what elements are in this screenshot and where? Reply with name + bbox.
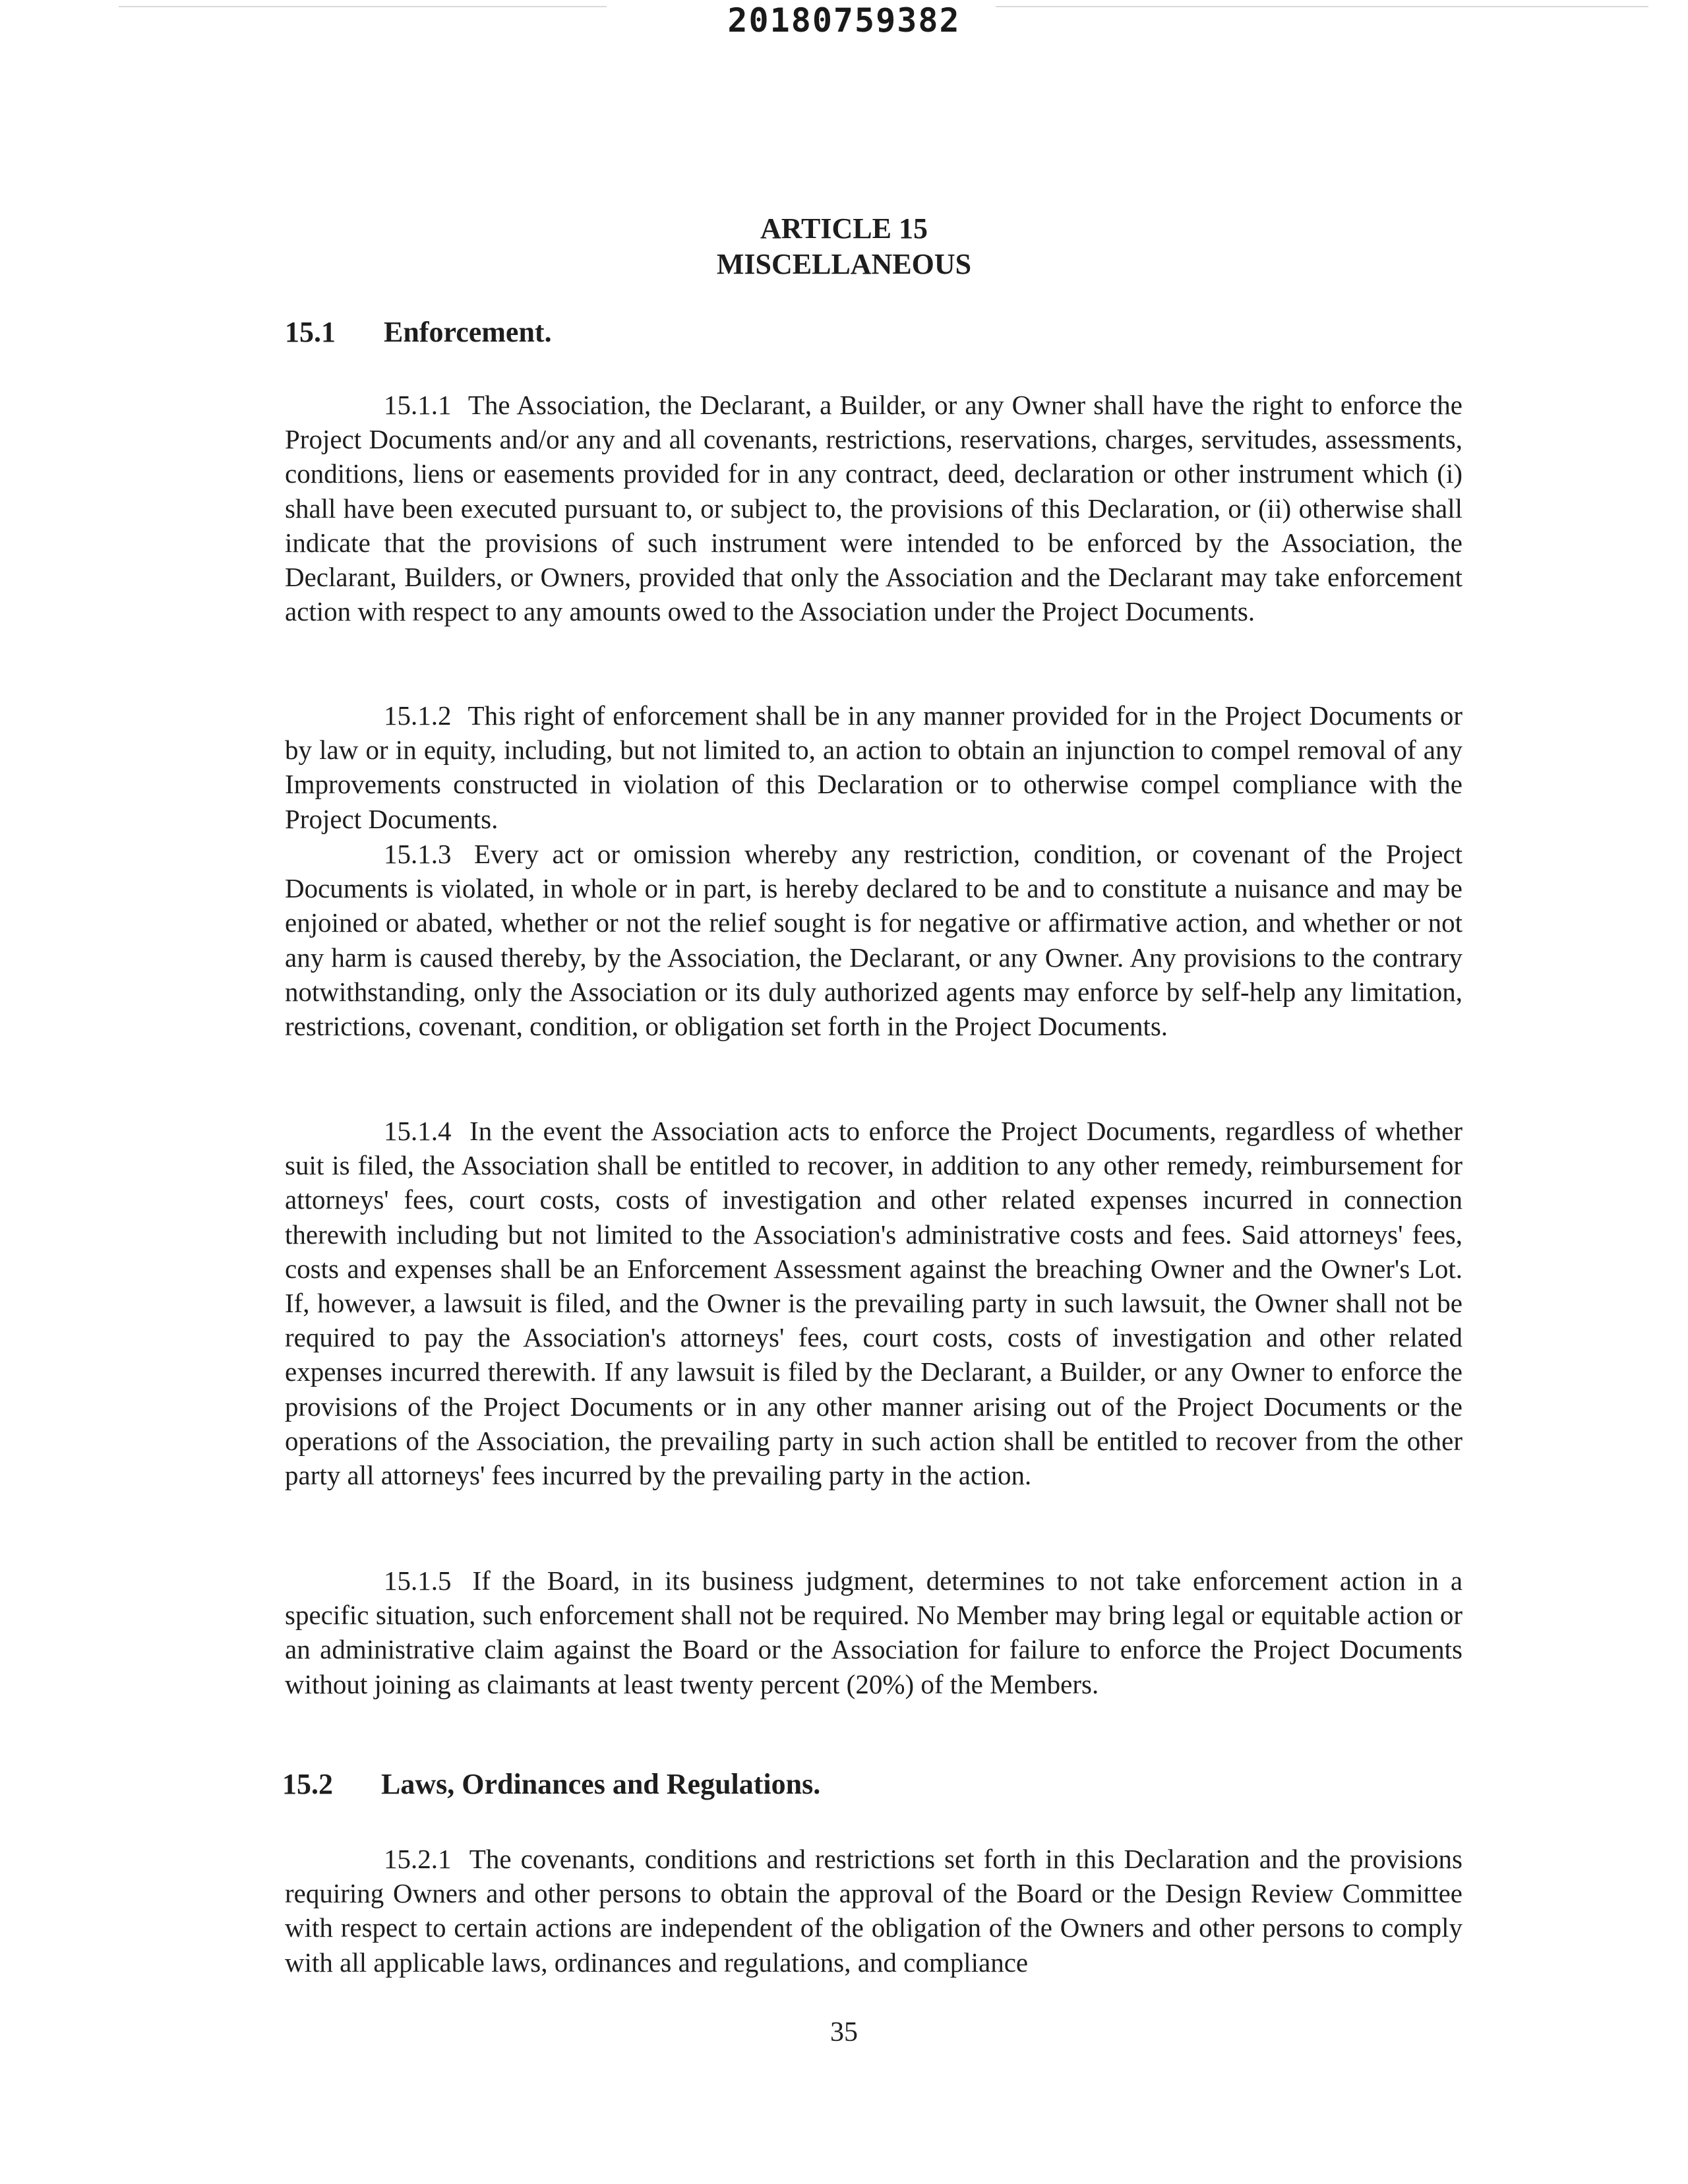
paragraph-15-1-5 bbox=[285, 1563, 1462, 1701]
document-number: 20180759382 bbox=[727, 1, 961, 40]
article-title: MISCELLANEOUS bbox=[716, 248, 972, 280]
paragraph-15-2-1 bbox=[285, 1842, 1462, 1980]
paragraph-text: In the event the Association acts to enforce the Project Documents, regardless of whether suit is filed, the Association shall be entitled to recover, in addition to any other remedy, reimbursement for attorneys' fees, court costs, costs of investigation and other related expenses incurred in connection therewith including but not limited to the Association's administrative costs and fees. Said attorneys' fees, costs and expenses shall be an Enforcement Assessment against the breaching Owner and the Owner's Lot. If, however, a lawsuit is filed, and the Owner is the prevailing party in such lawsuit, the Owner shall not be required to pay the Association's attorneys' fees, court costs, costs of investigation and other related expenses incurred therewith. If any lawsuit is filed by the Declarant, a Builder, or any Owner to enforce the provisions of the Project Documents or in any other manner arising out of the Project Documents or the operations of the Association, the prevailing party in such action shall be entitled to recover from the other party all attorneys' fees incurred by the prevailing party in the action. bbox=[285, 1116, 1462, 1491]
paragraph-15-1-1 bbox=[285, 388, 1462, 628]
section-number: 15.2 bbox=[282, 1768, 333, 1800]
paragraph-number: 15.1.3 bbox=[384, 839, 452, 869]
paragraph-text: If the Board, in its business judgment, determines to not take enforcement action in a specific situation, such enforcement shall not be required. No Member may bring legal or equitable action or an administrative claim against the Board or the Association for failure to enforce the Project Documents without joining as claimants at least twenty percent (20%) of the Members. bbox=[285, 1565, 1463, 1699]
paragraph-number: 15.1.2 bbox=[384, 700, 452, 731]
paragraph-15-1-4 bbox=[285, 1114, 1462, 1492]
page-number: 35 bbox=[830, 2017, 858, 2048]
paragraph-15-1-2 bbox=[285, 698, 1462, 836]
paragraph-number: 15.1.1 bbox=[384, 390, 452, 420]
paragraph-number: 15.2.1 bbox=[384, 1844, 452, 1874]
section-number: 15.1 bbox=[285, 316, 336, 348]
paragraph-text: Every act or omission whereby any restriction, condition, or covenant of the Project Documents is violated, in whole or in part, is hereby declared to be and to constitute a nuisance and may be enjoined or abated, whether or not the relief sought is for negative or affirmative action, and whether or not any harm is caused thereby, by the Association, the Declarant, or any Owner. Any provisions to the contrary notwithstanding, only the Association or its duly authorized agents may enforce by self-help any limitation, restrictions, covenant, condition, or obligation set forth in the Project Documents. bbox=[285, 839, 1462, 1042]
paragraph-number: 15.1.4 bbox=[384, 1116, 452, 1146]
paragraph-text: The Association, the Declarant, a Builder, or any Owner shall have the right to enforce the Project Documents and/or any and all covenants, restrictions, reservations, charges, servitudes, assessments, conditions, liens or easements provided for in any contract, deed, declaration or other instrument which (i) shall have been executed pursuant to, or subject to, the provisions of this Declaration, or (ii) otherwise shall indicate that the provisions of such instrument were intended to be enforced by the Association, the Declarant, Builders, or Owners, provided that only the Association and the Declarant may take enforcement action with respect to any amounts owed to the Association under the Project Documents. bbox=[285, 390, 1462, 627]
section-title: Laws, Ordinances and Regulations. bbox=[381, 1768, 821, 1800]
article-heading bbox=[0, 211, 1688, 282]
paragraph-text: The covenants, conditions and restrictions set forth in this Declaration and the provisions requiring Owners and other persons to obtain the approval of the Board or the Design Review Committee with respect to certain actions are independent of the obligation of the Owners and other persons to comply with all applicable laws, ordinances and regulations, and compliance bbox=[285, 1844, 1462, 1978]
section-title: Enforcement. bbox=[384, 316, 552, 348]
paragraph-text: This right of enforcement shall be in any manner provided for in the Project Documents or by law or in equity, including, but not limited to, an action to obtain an injunction to compel removal of any Improvements constructed in violation of this Declaration or to otherwise compel compliance with the Project Documents. bbox=[285, 700, 1462, 834]
paragraph-15-1-3 bbox=[285, 837, 1462, 1043]
article-number: ARTICLE 15 bbox=[760, 212, 928, 245]
paragraph-number: 15.1.5 bbox=[384, 1565, 452, 1596]
